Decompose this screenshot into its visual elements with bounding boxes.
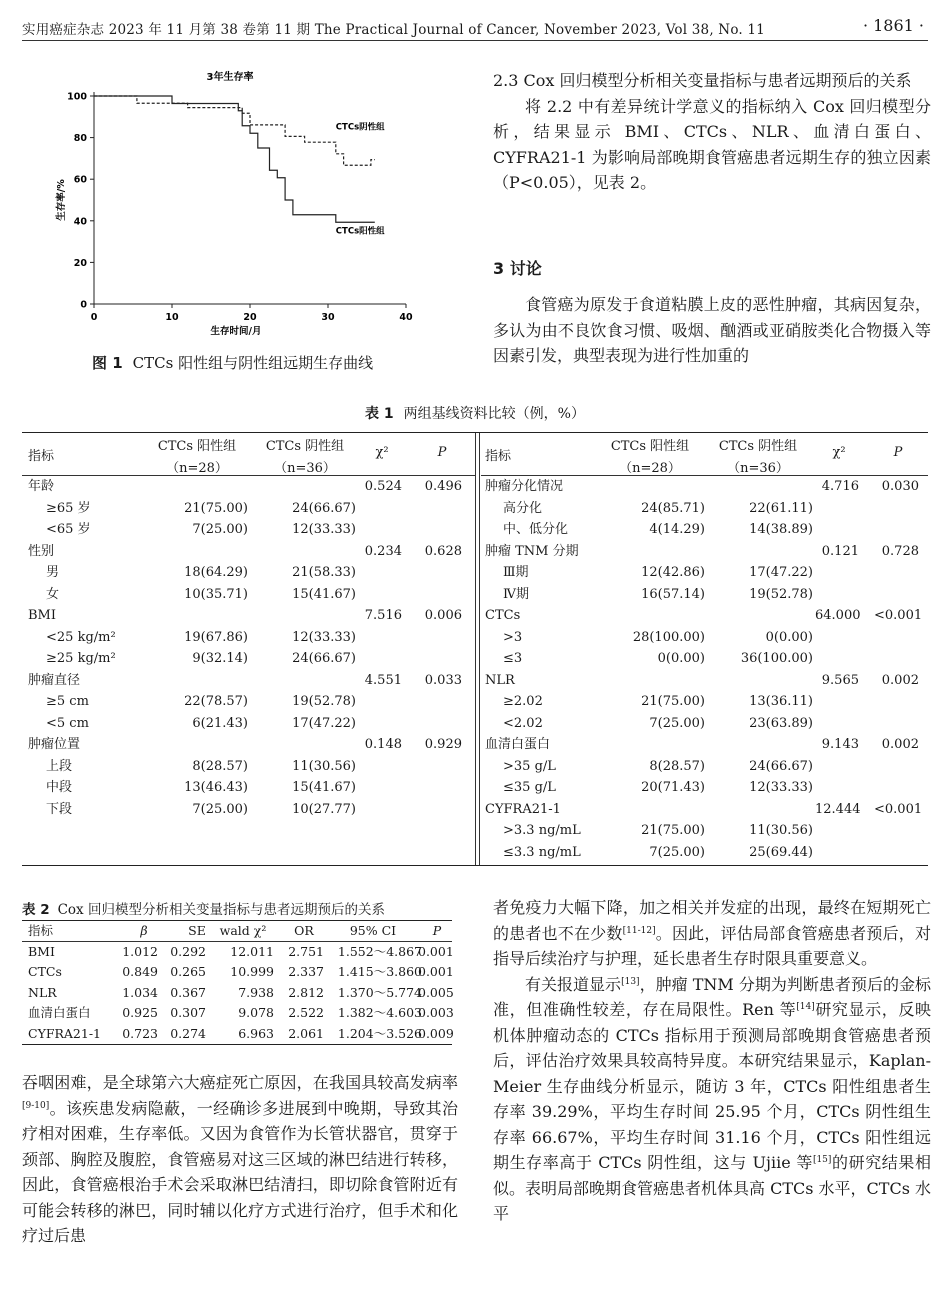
table-row — [481, 756, 928, 778]
table1-left — [22, 433, 476, 820]
cell-p: 0.628 — [424, 543, 462, 559]
table2-cell: 0.005 — [418, 984, 454, 1000]
cell-ind: Ⅲ期 — [503, 565, 529, 580]
th-p: P — [437, 445, 447, 460]
figure-label: 图 1 — [92, 354, 123, 372]
cell-neg: 17(47.22) — [749, 565, 813, 580]
th-pos-n: （n=28） — [166, 461, 228, 476]
table-row — [22, 756, 476, 778]
x-tick-label: 0 — [90, 312, 98, 323]
km-survival-chart — [40, 68, 440, 353]
cell-ind: 年龄 — [28, 479, 55, 494]
y-tick-label: 100 — [67, 91, 87, 103]
cell-pos: 7(25.00) — [649, 844, 705, 860]
table-row — [22, 1024, 452, 1045]
table-row — [481, 627, 928, 649]
rb-ref-1: [11-12] — [622, 925, 656, 936]
table-row — [481, 584, 928, 606]
cell-p: <0.001 — [874, 608, 923, 623]
cell-neg: 21(58.33) — [292, 565, 356, 580]
cell-pos: 8(28.57) — [192, 758, 248, 774]
cell-pos: 19(67.86) — [184, 629, 248, 645]
th-pos-n: （n=28） — [619, 461, 681, 476]
cell-p: 0.929 — [424, 737, 462, 752]
table2-th: P — [432, 923, 442, 938]
section-2-3-heading: 2.3 Cox 回归模型分析相关变量指标与患者远期预后的关系 — [493, 71, 912, 90]
table-row — [481, 605, 928, 627]
table2-cell: 0.003 — [418, 1005, 454, 1020]
table2-th: SE — [188, 923, 206, 938]
cell-neg: 36(100.00) — [740, 651, 813, 666]
cell-ind: <65 岁 — [46, 522, 91, 537]
cell-p: 0.006 — [424, 608, 462, 623]
lb-text-1: 吞咽困难，是全球第六大癌症死亡原因，在我国具较高发病率 — [22, 1073, 458, 1092]
rb-ref-3: [14] — [796, 1002, 815, 1012]
lb-ref-1: [9-10] — [22, 1100, 50, 1111]
cell-chi: 0.234 — [364, 543, 402, 559]
x-tick-label: 20 — [243, 312, 257, 323]
cell-chi: 7.516 — [364, 608, 402, 623]
table2-cell: 0.723 — [122, 1025, 158, 1041]
table1-right — [481, 433, 928, 863]
table2-cell: 0.307 — [170, 1005, 206, 1020]
cell-p: 0.002 — [881, 672, 919, 688]
table-row — [481, 777, 928, 799]
table2-cell: 血清白蛋白 — [28, 1005, 91, 1020]
table2-cell: 12.011 — [230, 943, 274, 959]
table2-cell: 0.925 — [122, 1005, 158, 1020]
rb-text-2d: 的研究结果相似。表明局部晚期食管癌患者机体具高 CTCs 水平，CTCs 水平 — [493, 1153, 931, 1223]
table-row — [22, 777, 476, 799]
page-number: · 1861 · — [862, 16, 924, 35]
table2-label: 表 2 — [22, 902, 50, 918]
cell-ind: Ⅳ期 — [503, 586, 529, 602]
cell-pos: 20(71.43) — [641, 780, 705, 795]
cell-ind: 下段 — [46, 801, 73, 817]
cell-pos: 7(25.00) — [649, 715, 705, 731]
cell-ind: <5 cm — [46, 715, 89, 731]
table-row — [481, 519, 928, 541]
cell-ind: ≤35 g/L — [503, 780, 556, 795]
x-tick-label: 40 — [399, 312, 413, 323]
cell-p: 0.002 — [881, 737, 919, 752]
cell-ind: 性别 — [28, 543, 55, 559]
table-row — [22, 962, 452, 983]
cell-p: 0.728 — [881, 543, 919, 559]
chart-title: 3年生存率 — [206, 72, 254, 83]
table-row — [22, 519, 476, 541]
table-row — [22, 1003, 452, 1024]
table2-cell: CYFRA21-1 — [28, 1025, 102, 1041]
table-row — [22, 648, 476, 670]
y-axis-label: 生存率/% — [56, 179, 67, 221]
cell-chi: 9.143 — [821, 737, 859, 752]
table1-label: 表 1 — [365, 406, 394, 422]
cell-ind: <25 kg/m² — [46, 629, 116, 645]
table1-left-header — [22, 433, 476, 476]
table2-cell: 1.415～3.860 — [337, 964, 422, 979]
y-tick-label: 60 — [73, 174, 87, 186]
header-rule — [22, 40, 928, 41]
y-tick-label: 80 — [73, 133, 87, 145]
cell-pos: 10(35.71) — [184, 586, 248, 602]
cell-neg: 15(41.67) — [292, 586, 356, 602]
cell-neg: 24(66.67) — [292, 500, 356, 516]
y-tick-label: 0 — [80, 299, 87, 311]
table2-cell: 0.274 — [170, 1025, 206, 1041]
table-row — [22, 498, 476, 520]
th-indicator: 指标 — [485, 449, 512, 464]
table-row — [22, 942, 452, 963]
cell-ind: 女 — [46, 586, 60, 602]
table2-cell: 1.370～5.774 — [337, 984, 422, 1000]
cell-ind: CTCs — [485, 608, 521, 623]
table2-cell: 1.204～3.526 — [337, 1025, 422, 1041]
th-pos-group: CTCs 阳性组 — [157, 439, 237, 454]
th-neg-n: （n=36） — [274, 461, 336, 476]
table2-cell: 2.061 — [288, 1025, 324, 1041]
table-row — [481, 691, 928, 713]
table2-th: wald χ² — [219, 923, 267, 938]
figure-caption — [92, 352, 373, 373]
km-curve-negative — [94, 96, 375, 165]
table2 — [22, 920, 452, 1045]
table-row — [22, 983, 452, 1004]
table2-cell: 0.001 — [418, 964, 454, 979]
cell-neg: 13(36.11) — [749, 694, 813, 709]
rb-text-1b: 。因此，评估局部食管癌患者预后，对指导后续治疗与护理，延长患者生存时限具重要意义。 — [493, 923, 931, 968]
cell-pos: 13(46.43) — [184, 780, 248, 795]
cell-neg: 11(30.56) — [292, 758, 356, 774]
cell-neg: 12(33.33) — [292, 629, 356, 645]
table2-cell: 9.078 — [238, 1005, 274, 1020]
rb-text-2c: 研究显示，反映机体肿瘤动态的 CTCs 指标用于预测局部晚期食管癌患者预后，评估治疗效果具较高特异度。本研究结果显示，Kaplan-Meier 生存曲线分析显示，随访 3 年，CTCs 阳性组患者生存率 39.29%，平均生存时间 25.95 个月，CTCs 阴性组生存率 66.67%，平均生存时间 31.16 个月，CTCs 阳性组远期生存率高于 CTCs 阴性组，这与 Ujiie 等 — [493, 1000, 931, 1172]
cell-ind: BMI — [28, 608, 56, 623]
cell-p: 0.496 — [424, 479, 462, 494]
table-row — [481, 842, 928, 864]
section-2-3-text: 将 2.2 中有差异统计学意义的指标纳入 Cox 回归模型分析，结果显示 BMI、CTCs、NLR、血清白蛋白、CYFRA21-1 为影响局部晚期食管癌患者远期生存的独立因素（P<0.05），见表 2。 — [493, 96, 931, 192]
cell-chi: 12.444 — [815, 801, 861, 817]
cell-pos: 4(14.29) — [649, 522, 705, 537]
table-row — [22, 627, 476, 649]
table-row — [22, 541, 476, 563]
table-row — [481, 734, 928, 756]
cell-pos: 18(64.29) — [184, 565, 248, 580]
cell-pos: 21(75.00) — [184, 500, 248, 516]
cell-neg: 14(38.89) — [749, 522, 813, 537]
table2-cell: 1.012 — [122, 943, 158, 959]
table1-left-body — [22, 476, 476, 820]
cell-ind: 上段 — [46, 758, 73, 774]
table2-cell: 0.292 — [170, 943, 206, 959]
table1-right-body — [481, 476, 928, 863]
cell-ind: 肿瘤分化情况 — [485, 479, 564, 494]
table-row — [22, 584, 476, 606]
table-row — [22, 691, 476, 713]
cell-pos: 22(78.57) — [184, 694, 248, 709]
table-row — [481, 541, 928, 563]
cell-pos: 24(85.71) — [641, 500, 705, 516]
cell-ind: ≥25 kg/m² — [46, 651, 116, 666]
table2-cell: 0.265 — [170, 964, 206, 979]
cell-neg: 23(63.89) — [749, 715, 813, 731]
cell-pos: 7(25.00) — [192, 522, 248, 537]
right-bottom-paragraphs — [493, 895, 931, 1227]
cell-neg: 19(52.78) — [749, 586, 813, 602]
table2-cell: 6.963 — [238, 1025, 274, 1041]
figure-caption-text: CTCs 阳性组与阴性组远期生存曲线 — [132, 354, 374, 372]
legend-label-negative: CTCs阴性组 — [335, 122, 385, 133]
running-header: 实用癌症杂志 2023 年 11 月第 38 卷第 11 期 The Practical Journal of Cancer, November 2023, Vol 38, No. 11 — [22, 22, 765, 38]
left-bottom-paragraph — [22, 1070, 458, 1249]
table-row — [481, 670, 928, 692]
y-tick-label: 20 — [73, 257, 87, 269]
table2-title — [22, 898, 385, 918]
table2-cell: 2.812 — [288, 984, 324, 1000]
th-neg-group: CTCs 阴性组 — [718, 439, 798, 454]
cell-neg: 22(61.11) — [749, 500, 813, 516]
section-3-heading: 3 讨论 — [493, 259, 542, 278]
table2-cell: 1.552～4.867 — [337, 943, 422, 959]
cell-neg: 11(30.56) — [749, 823, 813, 838]
cell-p: 0.030 — [881, 479, 919, 494]
cell-pos: 28(100.00) — [632, 629, 705, 645]
table2-cell: BMI — [28, 943, 55, 959]
cell-pos: 6(21.43) — [192, 715, 248, 731]
cell-ind: >3 — [503, 629, 523, 645]
cell-ind: ≥2.02 — [503, 694, 543, 709]
x-tick-label: 30 — [321, 312, 335, 323]
rb-text-2b: ，肿瘤 TNM 分期为判断患者预后的金标准，但准确性较差，存在局限性。Ren 等 — [493, 974, 931, 1019]
cell-neg: 10(27.77) — [292, 801, 356, 817]
table2-cell: 0.001 — [418, 943, 454, 959]
table-row — [22, 605, 476, 627]
legend-label-positive: CTCs阳性组 — [335, 226, 385, 237]
th-neg-group: CTCs 阴性组 — [265, 439, 345, 454]
table-row — [481, 713, 928, 735]
rb-text-2a: 有关报道显示 — [525, 974, 622, 994]
cell-chi: 4.716 — [821, 479, 859, 494]
table-row — [481, 820, 928, 842]
section-2-3 — [493, 68, 931, 196]
table1-title — [0, 403, 950, 423]
cell-ind: 中段 — [46, 780, 73, 795]
cell-ind: ≤3.3 ng/mL — [503, 844, 581, 860]
cell-ind: 高分化 — [503, 500, 543, 516]
cell-ind: >3.3 ng/mL — [503, 823, 581, 838]
table2-cell: 0.009 — [418, 1025, 454, 1041]
table-row — [481, 498, 928, 520]
th-pos-group: CTCs 阳性组 — [610, 439, 690, 454]
table2-cell: 2.337 — [288, 964, 324, 979]
rb-text-1a: 者免疫力大幅下降，加之相关并发症的出现，最终在短期死亡的患者也不在少数 — [493, 898, 931, 943]
table-row — [22, 670, 476, 692]
cell-ind: 中、低分化 — [503, 522, 569, 537]
cell-pos: 9(32.14) — [192, 651, 248, 666]
cell-neg: 25(69.44) — [749, 844, 813, 860]
cell-ind: 肿瘤直径 — [28, 672, 81, 688]
th-chi: χ² — [375, 445, 389, 460]
cell-ind: ≥65 岁 — [46, 500, 91, 516]
table2-cell: NLR — [28, 984, 57, 1000]
cell-neg: 17(47.22) — [292, 715, 356, 731]
table2-th: β — [140, 923, 148, 938]
cell-neg: 15(41.67) — [292, 780, 356, 795]
table2-th: OR — [294, 923, 314, 938]
table-row — [22, 562, 476, 584]
km-curve-positive — [94, 96, 375, 222]
cell-neg: 12(33.33) — [292, 522, 356, 537]
th-chi: χ² — [832, 445, 846, 460]
cell-neg: 24(66.67) — [292, 651, 356, 666]
table-row — [481, 562, 928, 584]
table2-cell: 1.034 — [122, 984, 158, 1000]
section-3-text: 食管癌为原发于食道粘膜上皮的恶性肿瘤，其病因复杂，多认为由不良饮食习惯、吸烟、酗酒或亚硝胺类化合物摄入等因素引发，典型表现为进行性加重的 — [493, 295, 931, 365]
cell-ind: <2.02 — [503, 715, 543, 731]
table-row — [22, 734, 476, 756]
cell-pos: 21(75.00) — [641, 694, 705, 709]
x-tick-label: 10 — [165, 312, 179, 323]
cell-ind: 血清白蛋白 — [485, 737, 551, 752]
cell-neg: 24(66.67) — [749, 758, 813, 774]
table2-th: 95% CI — [349, 923, 397, 938]
table2-cell: 2.751 — [288, 943, 324, 959]
cell-pos: 21(75.00) — [641, 823, 705, 838]
cell-chi: 0.121 — [821, 543, 859, 559]
table2-title-text: Cox 回归模型分析相关变量指标与患者远期预后的关系 — [57, 902, 385, 918]
cell-pos: 7(25.00) — [192, 801, 248, 817]
cell-pos: 0(0.00) — [657, 651, 705, 666]
cell-ind: NLR — [485, 672, 515, 688]
cell-chi: 9.565 — [821, 672, 859, 688]
cell-ind: 肿瘤位置 — [28, 737, 81, 752]
cell-ind: ≥5 cm — [46, 694, 89, 709]
lb-text-2: 。该疾患发病隐蔽，一经确诊多进展到中晚期，导致其治疗相对困难，生存率低。又因为食管作为长管状器官，贯穿于颈部、胸腔及腹腔，食管癌易对这三区域的淋巴结进行转移，因此，食管癌根治手术会采取淋巴结清扫，即切除食管附近有可能会转移的淋巴，同时辅以化疗方式进行治疗，但手术和化疗过后患 — [22, 1098, 458, 1245]
cell-p: <0.001 — [874, 801, 923, 817]
table1 — [22, 432, 928, 866]
table-row — [481, 799, 928, 821]
th-neg-n: （n=36） — [727, 461, 789, 476]
table2-cell: 10.999 — [230, 964, 274, 979]
table1-right-header — [481, 433, 928, 476]
cell-pos: 12(42.86) — [641, 565, 705, 580]
cell-chi: 4.551 — [364, 672, 402, 688]
cell-ind: 男 — [46, 565, 60, 580]
table2-cell: CTCs — [28, 964, 62, 979]
rb-ref-4: [15] — [812, 1155, 832, 1165]
y-tick-label: 40 — [73, 216, 87, 228]
cell-neg: 12(33.33) — [749, 780, 813, 795]
rb-ref-2: [13] — [621, 976, 640, 987]
x-axis-label: 生存时间/月 — [210, 326, 262, 337]
table2-header — [22, 921, 452, 942]
cell-ind: >35 g/L — [503, 758, 556, 774]
table1-title-text: 两组基线资料比较（例，%） — [403, 406, 585, 422]
th-p: P — [893, 445, 903, 460]
table2-cell: 0.849 — [122, 964, 158, 979]
table-row — [481, 476, 928, 498]
table-row — [481, 648, 928, 670]
table2-cell: 7.938 — [238, 984, 274, 1000]
table-row — [22, 713, 476, 735]
cell-pos: 8(28.57) — [649, 758, 705, 774]
cell-chi: 0.524 — [364, 479, 402, 494]
cell-ind: ≤3 — [503, 651, 523, 666]
table-row — [22, 799, 476, 821]
table2-cell: 1.382～4.603 — [337, 1005, 422, 1020]
cell-ind: 肿瘤 TNM 分期 — [485, 543, 579, 559]
cell-chi: 0.148 — [364, 737, 402, 752]
table2-cell: 2.522 — [288, 1005, 324, 1020]
cell-neg: 0(0.00) — [765, 629, 813, 645]
table2-cell: 0.367 — [170, 984, 206, 1000]
cell-pos: 16(57.14) — [641, 586, 705, 602]
cell-neg: 19(52.78) — [292, 694, 356, 709]
table-row — [22, 476, 476, 498]
table2-th: 指标 — [28, 923, 54, 938]
cell-ind: CYFRA21-1 — [485, 801, 561, 817]
cell-chi: 64.000 — [815, 608, 861, 623]
cell-p: 0.033 — [424, 672, 462, 688]
th-indicator: 指标 — [28, 449, 55, 464]
